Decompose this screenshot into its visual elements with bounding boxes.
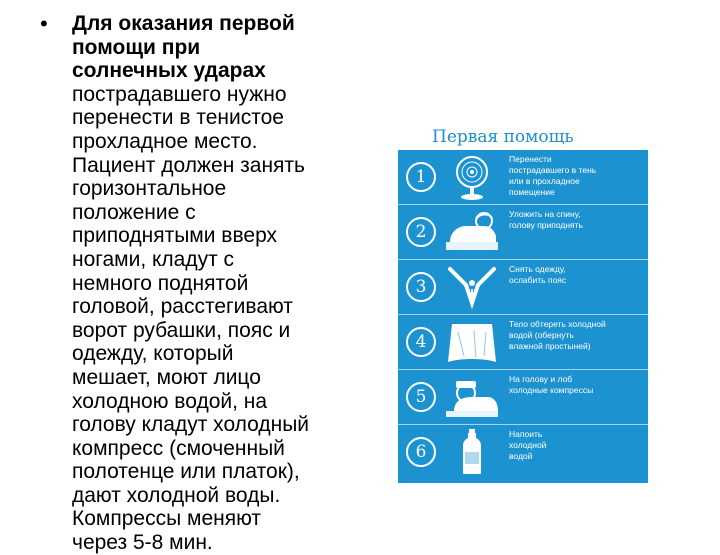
fan-icon (444, 153, 500, 201)
bullet-marker: • (40, 11, 48, 36)
text-line: перенести в тенистое (72, 106, 284, 130)
step-1 (398, 150, 648, 205)
text-line: немного поднятой (72, 271, 249, 295)
text-line: ногами, кладут с (72, 247, 235, 271)
poster-title: Первая помощь (432, 127, 574, 147)
text-line: полотенце или платок), (72, 460, 300, 484)
step-3 (398, 260, 648, 315)
person-lying-icon (444, 208, 500, 256)
step-description: На голову и лоб холодные компрессы (509, 374, 594, 395)
body-text (72, 12, 372, 555)
step-2 (398, 205, 648, 260)
text-line: горизонтальное (72, 177, 227, 201)
step-5 (398, 370, 648, 425)
step-6 (398, 425, 648, 479)
wet-sheet-icon (444, 318, 500, 366)
step-number: 2 (406, 217, 436, 247)
step-description: Напоить холодной водой (509, 429, 547, 461)
text-line: дают холодной воды. (72, 483, 281, 507)
text-line: положение с (72, 200, 196, 224)
text-line: мешает, моют лицо (72, 365, 261, 389)
step-description: Уложить на спину, голову приподнять (509, 209, 583, 230)
text-line: голову кладут холодный (72, 413, 310, 437)
text-line: холодною водой, на (72, 389, 268, 413)
step-number: 4 (406, 327, 436, 357)
step-number: 6 (406, 437, 436, 467)
text-line: через 5-8 мин. (72, 531, 213, 555)
text-line: одежду, который (72, 342, 234, 366)
text-line: Пациент должен занять (72, 153, 305, 177)
text-line: солнечных ударах (72, 59, 266, 83)
text-line: компресс (смоченный (72, 436, 285, 460)
text-line: ворот рубашки, пояс и (72, 318, 291, 342)
first-aid-panel (398, 150, 648, 483)
step-4 (398, 315, 648, 370)
step-number: 3 (406, 272, 436, 302)
step-number: 5 (406, 382, 436, 412)
cold-compress-icon (444, 373, 500, 421)
text-line: пострадавшего нужно (72, 82, 287, 106)
step-description: Перенести пострадавшего в тень или в прохладное помещение (509, 154, 597, 197)
text-line: Компрессы меняют (72, 507, 261, 531)
text-line: прохладное место. (72, 129, 258, 153)
water-bottle-icon (444, 428, 500, 476)
text-line: Для оказания первой (72, 12, 295, 35)
step-description: Снять одежду, ослабить пояс (509, 264, 567, 285)
text-line: головой, расстегивают (72, 295, 293, 319)
text-line: помощи при (72, 35, 201, 59)
step-description: Тело обтереть холодной водой (обернуть влажной простыней) (509, 319, 606, 351)
text-line: приподнятыми вверх (72, 224, 278, 248)
loosen-clothes-icon (444, 263, 500, 311)
step-number: 1 (406, 162, 436, 192)
